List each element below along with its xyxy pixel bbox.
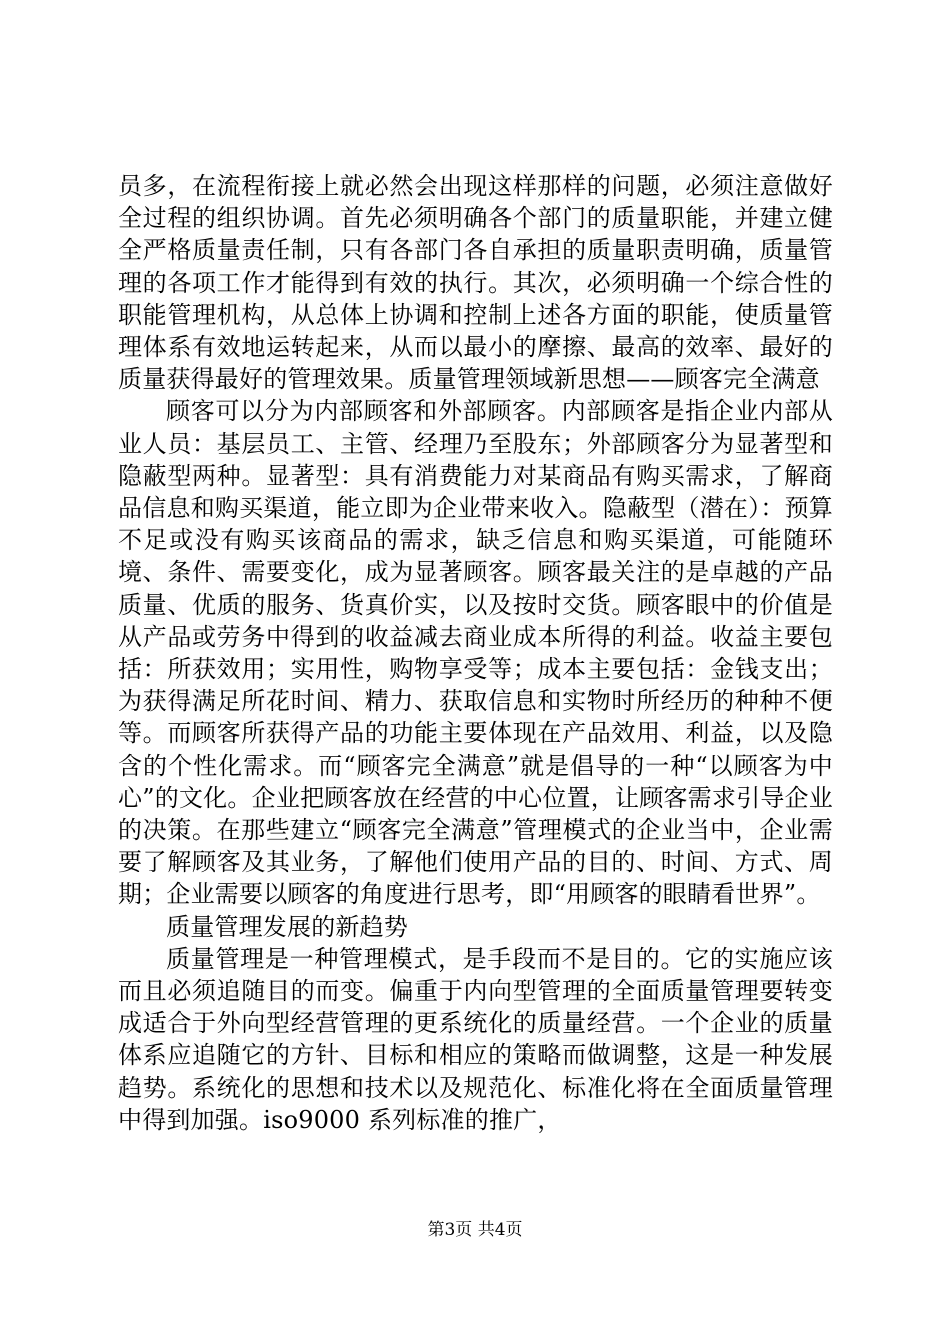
body-text <box>118 170 833 1136</box>
page-number-label: 第3页 共4页 <box>427 1220 523 1240</box>
paragraph-customer-types: 顾客可以分为内部顾客和外部顾客。内部顾客是指企业内部从业人员：基层员工、主管、经理乃至股东；外部顾客分为显著型和隐蔽型两种。显著型：具有消费能力对某商品有购买需求，了解商品信息和购买渠道，能立即为企业带来收入。隐蔽型（潜在）：预算不足或没有购买该商品的需求，缺乏信息和购买渠道，可能随环境、条件、需要变化，成为显著顾客。顾客最关注的是卓越的产品质量、优质的服务、货真价实，以及按时交货。顾客眼中的价值是从产品或劳务中得到的收益减去商业成本所得的利益。收益主要包括：所获效用；实用性，购物享受等；成本主要包括：金钱支出；为获得满足所花时间、精力、获取信息和实物时所经历的种种不便等。而顾客所获得产品的功能主要体现在产品效用、利益，以及隐含的个性化需求。而“顾客完全满意”就是倡导的一种“以顾客为中心”的文化。企业把顾客放在经营的中心位置，让顾客需求引导企业的决策。在那些建立“顾客完全满意”管理模式的企业当中，企业需要了解顾客及其业务，了解他们使用产品的目的、时间、方式、周期；企业需要以顾客的角度进行思考，即“用顾客的眼睛看世界”。 <box>118 397 833 909</box>
paragraph-quality-management-trends: 质量管理是一种管理模式，是手段而不是目的。它的实施应该而且必须追随目的而变。偏重于内向型管理的全面质量管理要转变成适合于外向型经营管理的更系统化的质量经营。一个企业的质量体系应追随它的方针、目标和相应的策略而做调整，这是一种发展趋势。系统化的思想和技术以及规范化、标准化将在全面质量管理中得到加强。iso9000 系列标准的推广， <box>118 944 833 1134</box>
section-heading-new-trends: 质量管理发展的新趋势 <box>166 912 408 941</box>
paragraph-quality-coordination: 员多，在流程衔接上就必然会出现这样那样的问题，必须注意做好全过程的组织协调。首先必须明确各个部门的质量职能，并建立健全严格质量责任制，只有各部门各自承担的质量职责明确，质量管理的各项工作才能得到有效的执行。其次，必须明确一个综合性的职能管理机构，从总体上协调和控制上述各方面的职能，使质量管理体系有效地运转起来，从而以最小的摩擦、最高的效率、最好的质量获得最好的管理效果。质量管理领域新思想——顾客完全满意 <box>118 172 833 394</box>
page-footer <box>0 1220 950 1240</box>
